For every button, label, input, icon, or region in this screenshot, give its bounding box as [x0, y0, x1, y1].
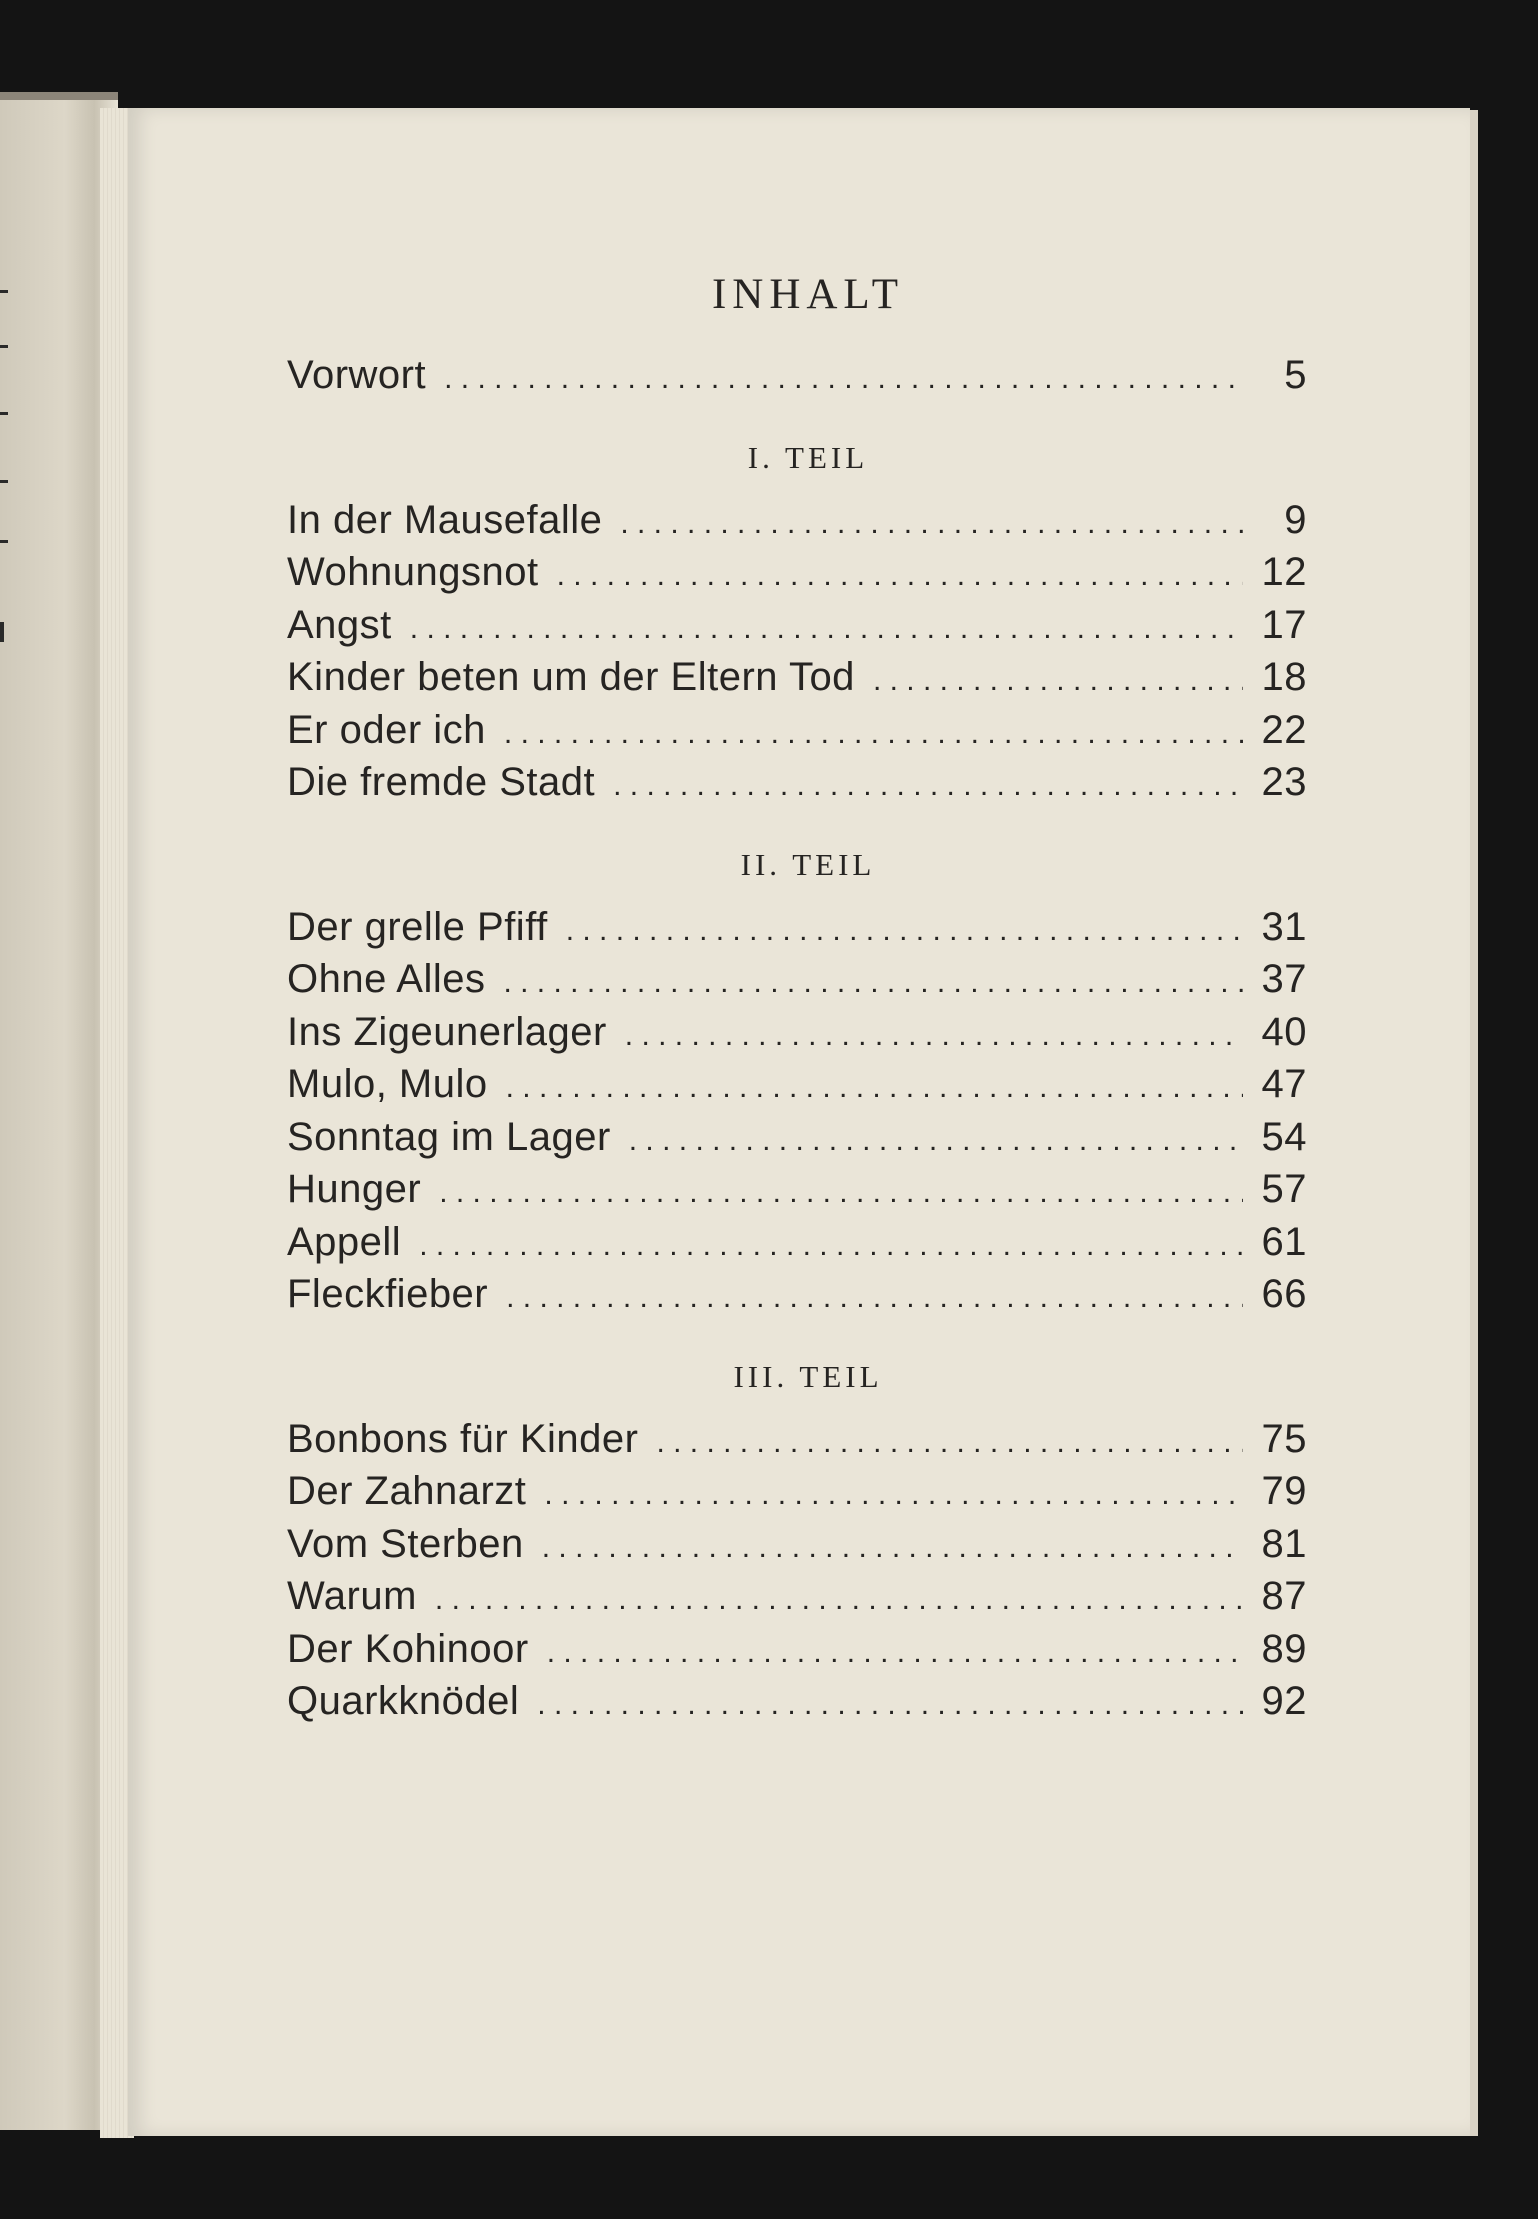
entry-title: Angst	[287, 602, 392, 647]
toc-entry	[287, 901, 1307, 954]
dot-leader	[656, 1417, 1243, 1470]
toc-parts	[287, 440, 1307, 1728]
dot-leader	[629, 1115, 1243, 1168]
toc-entry	[287, 494, 1307, 547]
entry-page: 57	[1261, 1167, 1307, 1211]
dot-leader	[410, 603, 1243, 656]
entry-page: 79	[1261, 1469, 1307, 1513]
entry-title: Ins Zigeunerlager	[287, 1009, 607, 1054]
part-heading: I. TEIL	[747, 439, 869, 475]
entry-page: 81	[1261, 1521, 1307, 1566]
toc-entry	[287, 1570, 1307, 1623]
part-heading: II. TEIL	[740, 846, 876, 882]
dot-leader	[439, 1167, 1243, 1220]
dot-leader	[419, 1220, 1243, 1273]
toc-entry	[287, 1216, 1307, 1269]
dot-leader	[542, 1522, 1243, 1575]
toc-entry	[287, 756, 1307, 809]
entry-title: Appell	[287, 1219, 402, 1264]
dot-leader	[537, 1679, 1243, 1732]
toc-title: INHALT	[711, 271, 905, 318]
entry-title: Er oder ich	[287, 707, 486, 752]
entry-page: 75	[1261, 1416, 1307, 1461]
toc-entry	[287, 651, 1307, 704]
entry-page: 12	[1261, 550, 1307, 594]
entry-title: Der Zahnarzt	[287, 1469, 527, 1513]
dot-leader	[506, 1062, 1243, 1115]
entry-title: Sonntag im Lager	[287, 1114, 611, 1159]
toc-entry	[287, 1465, 1307, 1518]
dot-leader	[444, 353, 1243, 406]
entry-page: 9	[1284, 497, 1307, 542]
entry-page: 61	[1261, 1219, 1307, 1264]
entry-title: Wohnungsnot	[287, 550, 539, 594]
part-heading: III. TEIL	[733, 1358, 883, 1394]
entry-page: 22	[1261, 707, 1307, 752]
dot-leader	[566, 905, 1243, 958]
entry-page: 31	[1261, 904, 1307, 949]
entry-title: Fleckfieber	[287, 1272, 489, 1316]
entry-page: 40	[1261, 1009, 1307, 1054]
toc-entry	[287, 1058, 1307, 1111]
table-of-contents	[287, 270, 1307, 1728]
toc-entry	[287, 953, 1307, 1006]
entry-page: 37	[1261, 957, 1307, 1001]
toc-entry	[287, 599, 1307, 652]
entry-title: Kinder beten um der Eltern Tod	[287, 655, 855, 699]
entry-page: 18	[1261, 655, 1307, 699]
toc-entry	[287, 1163, 1307, 1216]
toc-entry	[287, 704, 1307, 757]
toc-entry	[287, 349, 1307, 402]
entry-title: Die fremde Stadt	[287, 760, 596, 804]
dot-leader	[547, 1627, 1243, 1680]
toc-entry	[287, 1675, 1307, 1728]
dot-leader	[620, 498, 1243, 551]
toc-entry	[287, 546, 1307, 599]
entry-page: 5	[1284, 353, 1307, 397]
toc-entry	[287, 1268, 1307, 1321]
entry-page: 66	[1261, 1272, 1307, 1316]
entry-page: 47	[1261, 1062, 1307, 1106]
toc-entry	[287, 1006, 1307, 1059]
entry-title: Hunger	[287, 1167, 422, 1211]
dot-leader	[503, 957, 1243, 1010]
dot-leader	[873, 655, 1243, 708]
entry-title: Ohne Alles	[287, 957, 486, 1001]
entry-title: Der Kohinoor	[287, 1626, 529, 1671]
entry-page: 92	[1261, 1679, 1307, 1723]
entry-title: Der grelle Pfiff	[287, 904, 548, 949]
entry-title: In der Mausefalle	[287, 497, 603, 542]
entry-title: Warum	[287, 1574, 417, 1618]
dot-leader	[625, 1010, 1243, 1063]
toc-entry	[287, 1413, 1307, 1466]
toc-entry	[287, 1518, 1307, 1571]
entry-page: 17	[1261, 602, 1307, 647]
dot-leader	[506, 1272, 1243, 1325]
entry-page: 54	[1261, 1114, 1307, 1159]
toc-entry	[287, 1623, 1307, 1676]
toc-part	[287, 440, 1307, 809]
entry-page: 87	[1261, 1574, 1307, 1618]
entry-title: Quarkknödel	[287, 1679, 520, 1723]
dot-leader	[544, 1469, 1243, 1522]
entry-title: Vom Sterben	[287, 1521, 524, 1566]
entry-page: 89	[1261, 1626, 1307, 1671]
page-edge	[1470, 110, 1478, 2136]
entry-title: Mulo, Mulo	[287, 1062, 488, 1106]
entry-title: Vorwort	[287, 353, 427, 397]
entry-title: Bonbons für Kinder	[287, 1416, 639, 1461]
toc-part	[287, 1359, 1307, 1728]
toc-part	[287, 847, 1307, 1321]
entry-page: 23	[1261, 760, 1307, 804]
dot-leader	[504, 708, 1243, 761]
dot-leader	[557, 550, 1243, 603]
dot-leader	[613, 760, 1243, 813]
toc-entry	[287, 1111, 1307, 1164]
dot-leader	[435, 1574, 1243, 1627]
